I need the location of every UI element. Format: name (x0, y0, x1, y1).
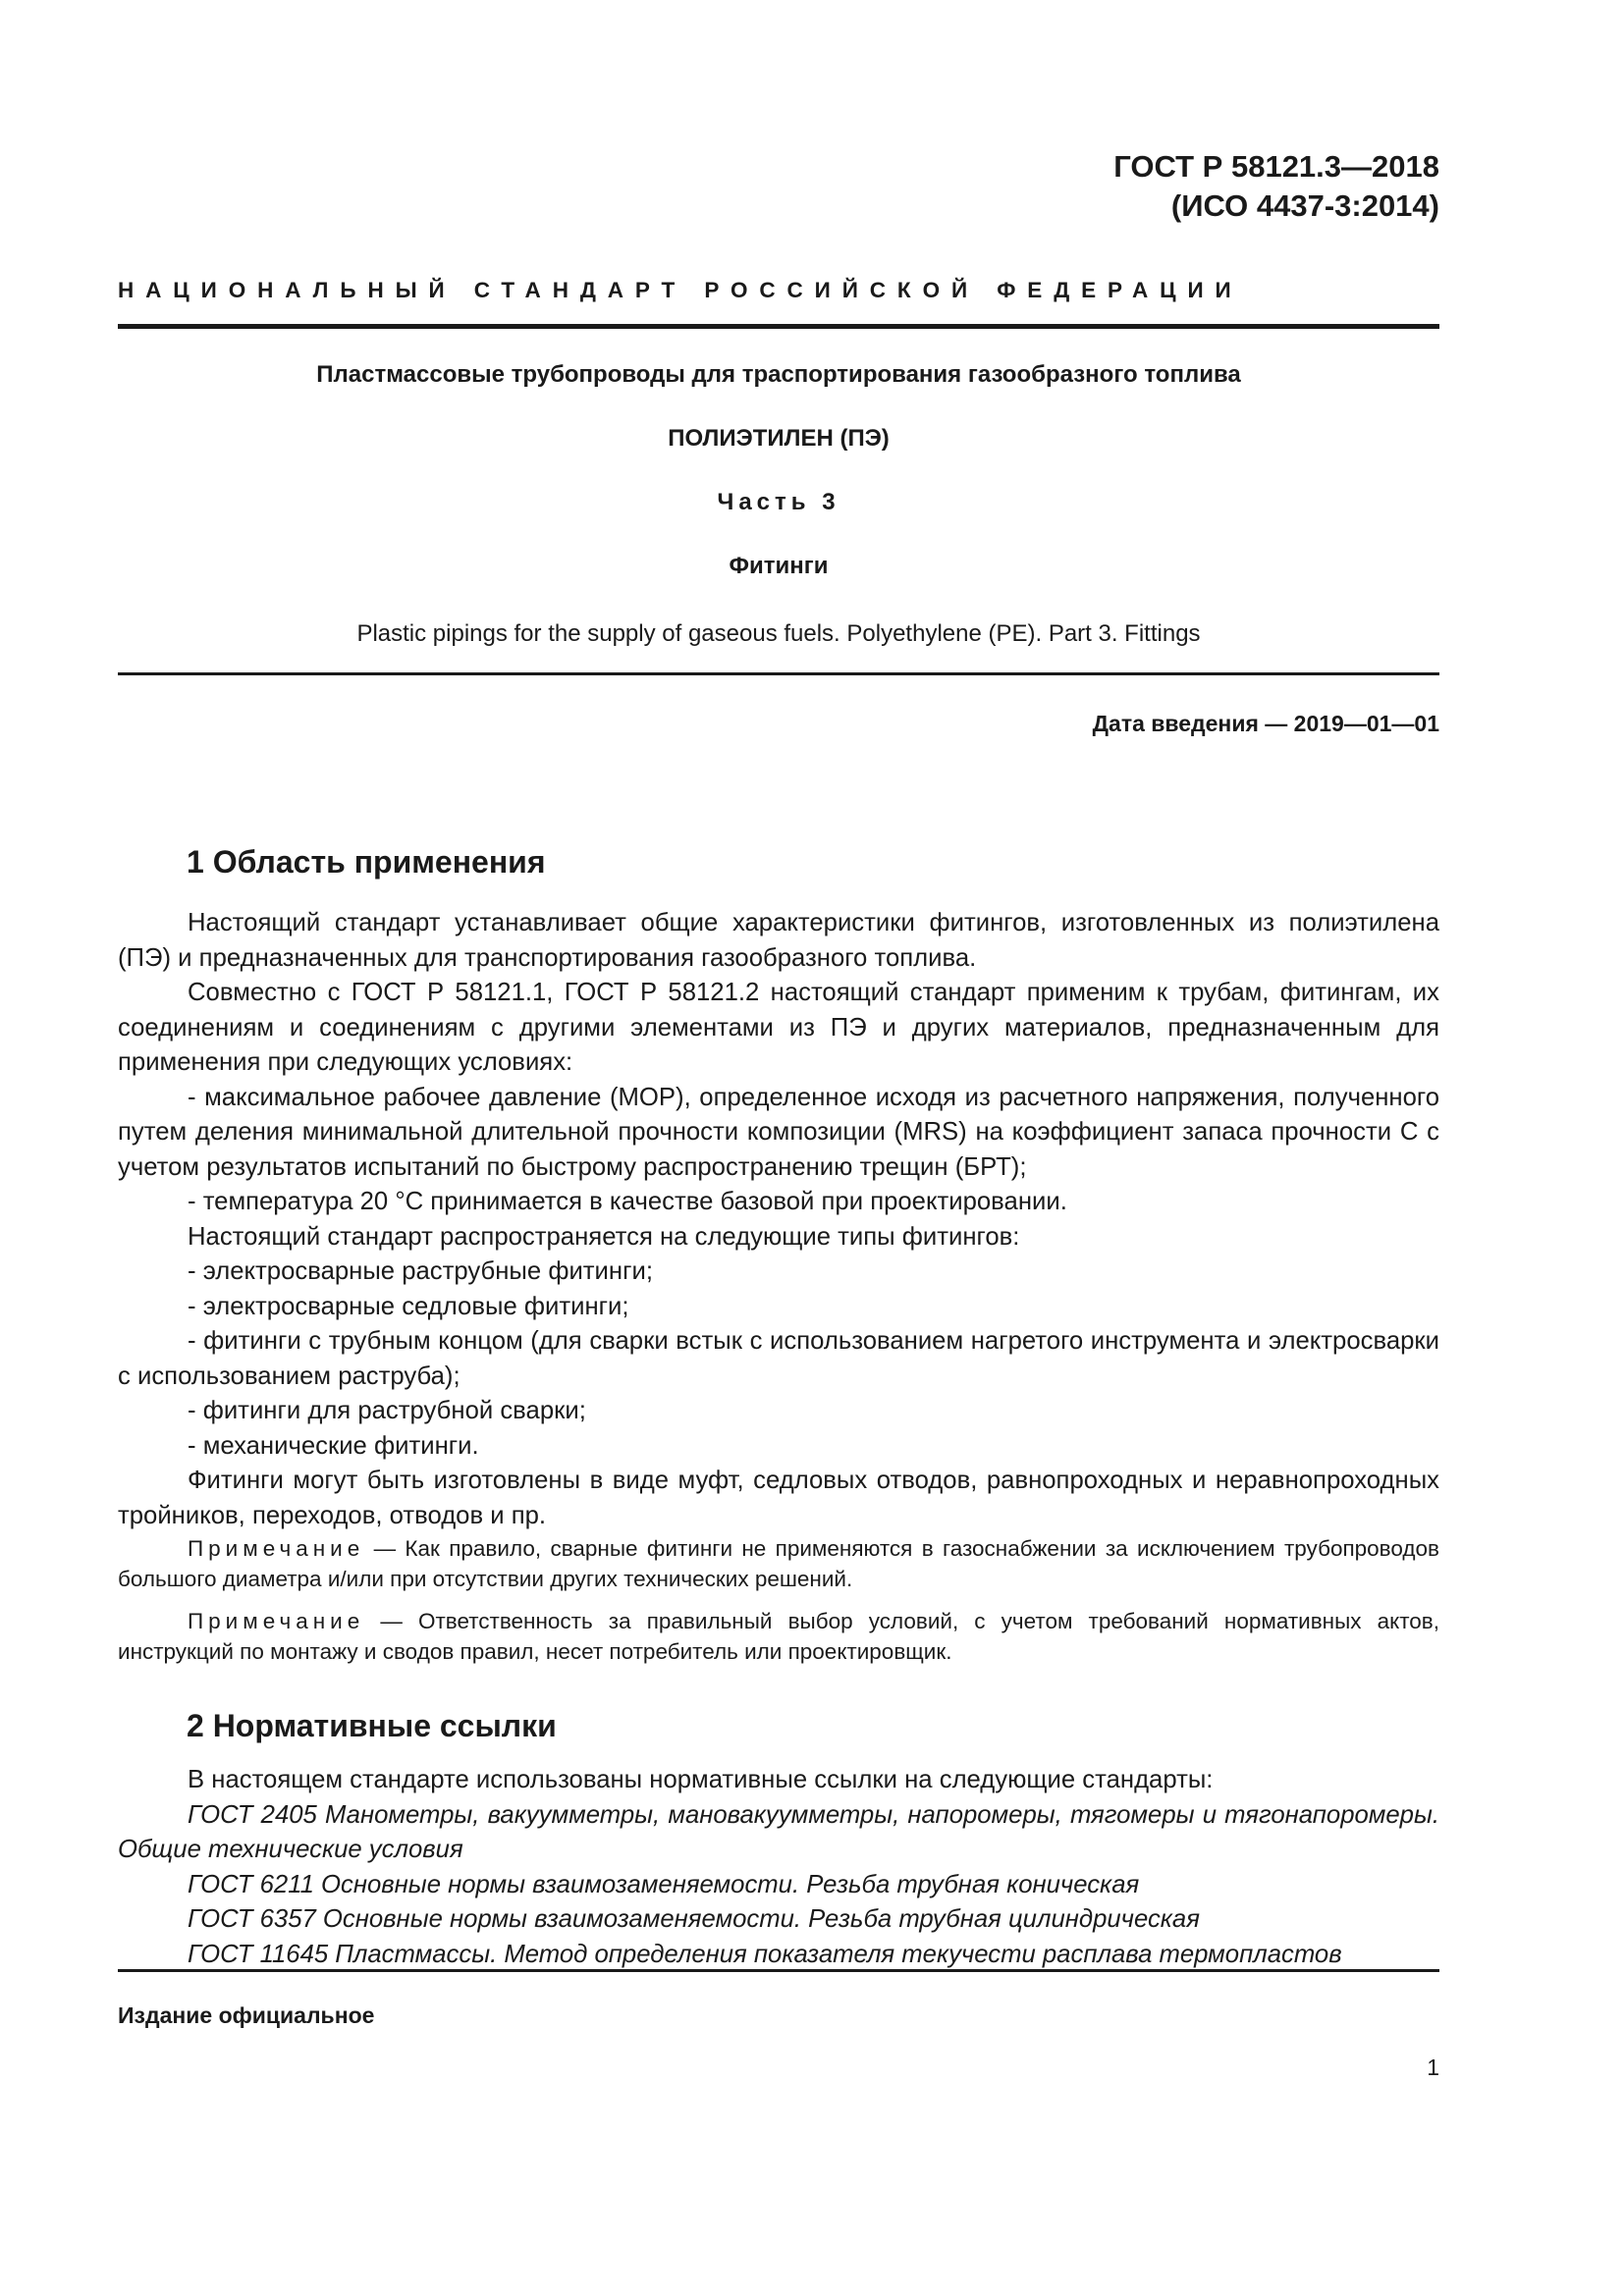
title-part: Часть 3 (717, 489, 840, 515)
title-main: Пластмассовые трубопроводы для траспортирования газообразного топлива (316, 361, 1241, 388)
reference-item: ГОСТ 6357 Основные нормы взаимозаменяемости. Резьба трубная цилиндрическая (188, 1905, 1200, 1933)
list-item: - электросварные раструбные фитинги; (188, 1257, 653, 1285)
note-text: — Ответственность за правильный выбор условий, с учетом требований нормативных актов, инструкций по монтажу и сводов правил, несет потребитель или проектировщик. (118, 1609, 1439, 1664)
reference-item: ГОСТ 2405 Манометры, вакуумметры, мановакуумметры, напоромеры, тягомеры и тягонапоромеры. Общие технические условия (118, 1800, 1439, 1863)
note-2 (118, 1606, 1439, 1667)
section-1-heading: 1 Область применения (187, 844, 546, 880)
national-standard-banner: НАЦИОНАЛЬНЫЙ СТАНДАРТ РОССИЙСКОЙ ФЕДЕРАЦИИ (118, 278, 1243, 302)
list-item: - фитинги с трубным концом (для сварки встык с использованием нагретого инструмента и электросварки с использованием раструба); (118, 1327, 1439, 1390)
document-number-block (1113, 147, 1439, 226)
list-item: - фитинги для раструбной сварки; (188, 1397, 586, 1424)
paragraph: Настоящий стандарт устанавливает общие характеристики фитингов, изготовленных из полиэтилена (ПЭ) и предназначенных для транспортирования газообразного топлива. (118, 909, 1439, 972)
section-2-heading: 2 Нормативные ссылки (187, 1708, 557, 1743)
page-number: 1 (1427, 2055, 1439, 2080)
list-item: - механические фитинги. (188, 1431, 479, 1460)
title-rule (118, 672, 1439, 675)
header-rule (118, 324, 1439, 329)
footer-rule (118, 1969, 1439, 1972)
official-edition-label: Издание официальное (118, 2002, 375, 2028)
note-1 (118, 1533, 1439, 1594)
note-label: Примечание (188, 1536, 365, 1561)
paragraph: Настоящий стандарт распространяется на следующие типы фитингов: (188, 1222, 1020, 1251)
note-label: Примечание (188, 1609, 365, 1633)
doc-number: ГОСТ Р 58121.3—2018 (1113, 149, 1439, 184)
list-item: - температура 20 °С принимается в качестве базовой при проектировании. (188, 1188, 1067, 1215)
paragraph: В настоящем стандарте использованы нормативные ссылки на следующие стандарты: (188, 1766, 1214, 1793)
title-english: Plastic pipings for the supply of gaseous fuels. Polyethylene (PE). Part 3. Fittings (356, 620, 1201, 647)
reference-item: ГОСТ 6211 Основные нормы взаимозаменяемости. Резьба трубная коническая (188, 1870, 1140, 1898)
reference-item: ГОСТ 11645 Пластмассы. Метод определения показателя текучести расплава термопластов (188, 1940, 1342, 1968)
section-1-body (118, 906, 1439, 1533)
title-material: ПОЛИЭТИЛЕН (ПЭ) (668, 425, 890, 452)
list-item: - электросварные седловые фитинги; (188, 1292, 629, 1320)
note-text: — Как правило, сварные фитинги не применяются в газоснабжении за исключением трубопроводов большого диаметра и/или при отсутствии других технических решений. (118, 1536, 1439, 1591)
introduction-date: Дата введения — 2019—01—01 (1092, 711, 1439, 736)
section-2-body (118, 1763, 1439, 1972)
list-item: - максимальное рабочее давление (МОР), определенное исходя из расчетного напряжения, полученного путем деления минимальной длительной прочности композиции (MRS) на коэффициент запаса прочности С с учетом результатов испытаний по быстрому распространению трещин (БРТ); (118, 1083, 1439, 1181)
title-subtitle: Фитинги (729, 553, 829, 579)
paragraph: Фитинги могут быть изготовлены в виде муфт, седловых отводов, равнопроходных и неравнопроходных тройников, переходов, отводов и пр. (118, 1467, 1439, 1529)
iso-number: (ИСО 4437-3:2014) (1170, 188, 1439, 223)
paragraph: Совместно с ГОСТ Р 58121.1, ГОСТ Р 58121.2 настоящий стандарт применим к трубам, фитингам, их соединениям и соединениям с другими элементами из ПЭ и других материалов, предназначенным для применения при следующих условиях: (118, 979, 1439, 1076)
